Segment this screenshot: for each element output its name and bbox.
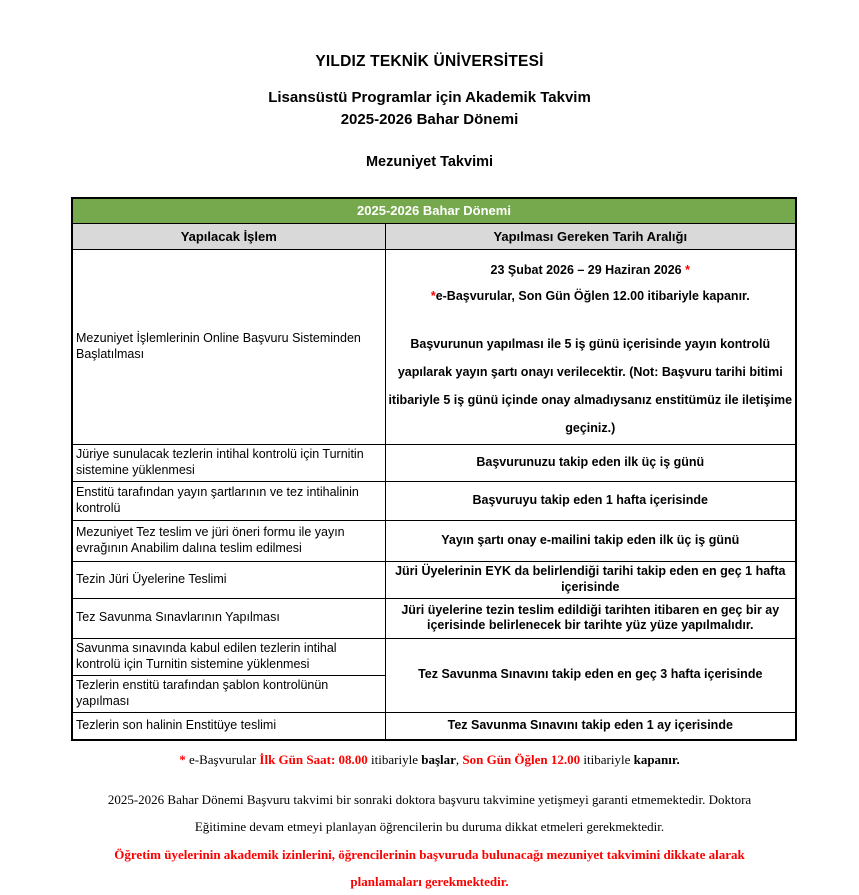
cell-tarih-merged-3-hafta: Tez Savunma Sınavını takip eden en geç 3 hafta içerisinde <box>385 638 796 712</box>
footnote-akademik-izin-uyari: Öğretim üyelerinin akademik izinlerini, öğrencilerinin başvuruda bulunacağı mezuniyet takvimini dikkate alarak planlamaları gerekmektedir. <box>114 847 745 889</box>
cell-islem-tez-teslim-anabilim: Mezuniyet Tez teslim ve jüri öneri formu ile yayın evrağının Anabilim dalına teslim edilmesi <box>72 520 385 561</box>
red-asterisk: * <box>179 752 190 767</box>
table-row <box>72 598 796 638</box>
note1-text: itibariyle <box>367 752 422 767</box>
cell-islem-kabul-tez-turnitin: Savunma sınavında kabul edilen tezlerin intihal kontrolü için Turnitin sistemine yüklenmesi <box>72 638 385 675</box>
footnote-doktora-uyari: 2025-2026 Bahar Dönemi Başvuru takvimi bir sonraki doktora başvuru takvimine yetişmeyi garanti etmemektedir. Doktora Eğitimine devam etmeyi planlayan öğrencilerin bu duruma dikkat etmeleri gerekmektedir. <box>107 792 752 834</box>
cell-islem-turnitin-yukleme: Jüriye sunulacak tezlerin intihal kontrolü için Turnitin sistemine yüklenmesi <box>72 444 385 481</box>
red-asterisk: * <box>430 288 436 303</box>
footnote-ebasvuru <box>84 747 775 773</box>
cell-tarih-tez-teslim-anabilim: Yayın şartı onay e-mailini takip eden ilk üç iş günü <box>385 520 796 561</box>
table-row <box>72 249 796 444</box>
cell-tarih-juri-teslim: Jüri Üyelerinin EYK da belirlendiği tarihi takip eden en geç 1 hafta içerisinde <box>385 561 796 598</box>
date-range-line <box>388 257 794 283</box>
deadline-line <box>388 283 794 309</box>
table-row <box>72 561 796 598</box>
cell-tarih-savunma-sinavi: Jüri üyelerine tezin teslim edildiği tarihten itibaren en geç bir ay içerisinde belirlenecek bir tarihte yüz yüze yapılmalıdır. <box>385 598 796 638</box>
table-banner-row <box>72 198 796 223</box>
term-title: 2025-2026 Bahar Dönemi <box>340 111 519 128</box>
table-row <box>72 444 796 481</box>
cell-tarih-yayin-sart-kontrolu: Başvuruyu takip eden 1 hafta içerisinde <box>385 481 796 520</box>
note1-text: e-Başvurular <box>189 752 260 767</box>
graduation-calendar-table <box>71 197 797 741</box>
calendar-title: Lisansüstü Programlar için Akademik Takvim <box>268 89 591 106</box>
table-row <box>72 520 796 561</box>
cell-islem-savunma-sinavi: Tez Savunma Sınavlarının Yapılması <box>72 598 385 638</box>
cell-tarih-turnitin-yukleme: Başvurunuzu takip eden ilk üç iş günü <box>385 444 796 481</box>
deadline-text: e-Başvurular, Son Gün Öğlen 12.00 itibariyle kapanır. <box>435 288 750 303</box>
table-row <box>72 712 796 740</box>
cell-tarih-online-basvuru <box>385 249 796 444</box>
cell-islem-juri-teslim: Tezin Jüri Üyelerine Teslimi <box>72 561 385 598</box>
cell-islem-sablon-kontrolu: Tezlerin enstitü tarafından şablon kontrolünün yapılması <box>72 675 385 712</box>
note1-bold-text: kapanır. <box>633 752 680 767</box>
note1-bold-text: başlar <box>421 752 456 767</box>
note1-first-day-time: İlk Gün Saat: 08.00 <box>259 752 368 767</box>
column-header-tarih: Yapılması Gereken Tarih Aralığı <box>385 223 796 249</box>
note1-text: , <box>455 752 463 767</box>
note1-last-day-time: Son Gün Öğlen 12.00 <box>462 752 581 767</box>
cell-islem-son-halin-teslimi: Tezlerin son halinin Enstitüye teslimi <box>72 712 385 740</box>
table-row <box>72 638 796 675</box>
table-column-header-row <box>72 223 796 249</box>
column-header-islem: Yapılacak İşlem <box>72 223 385 249</box>
red-asterisk: * <box>685 262 690 277</box>
university-title: YILDIZ TEKNİK ÜNİVERSİTESİ <box>315 53 544 70</box>
detail-note-paragraph: Başvurunun yapılması ile 5 iş günü içerisinde yayın kontrolü yapılarak yayın şartı onayı verilecektir. (Not: Başvuru tarihi bitimi itibariyle 5 iş günü içinde onay almadıysanız enstitümüz ile iletişime geçiniz.) <box>388 336 793 435</box>
section-title: Mezuniyet Takvimi <box>365 154 494 170</box>
date-range-text: 23 Şubat 2026 – 29 Haziran 2026 <box>490 262 686 277</box>
cell-tarih-son-halin-teslimi: Tez Savunma Sınavını takip eden 1 ay içerisinde <box>385 712 796 740</box>
cell-islem-online-basvuru: Mezuniyet İşlemlerinin Online Başvuru Sisteminden Başlatılması <box>72 249 385 444</box>
note1-text: itibariyle <box>580 752 634 767</box>
cell-islem-yayin-sart-kontrolu: Enstitü tarafından yayın şartlarının ve tez intihalinin kontrolü <box>72 481 385 520</box>
table-banner: 2025-2026 Bahar Dönemi <box>72 198 796 223</box>
table-row <box>72 481 796 520</box>
